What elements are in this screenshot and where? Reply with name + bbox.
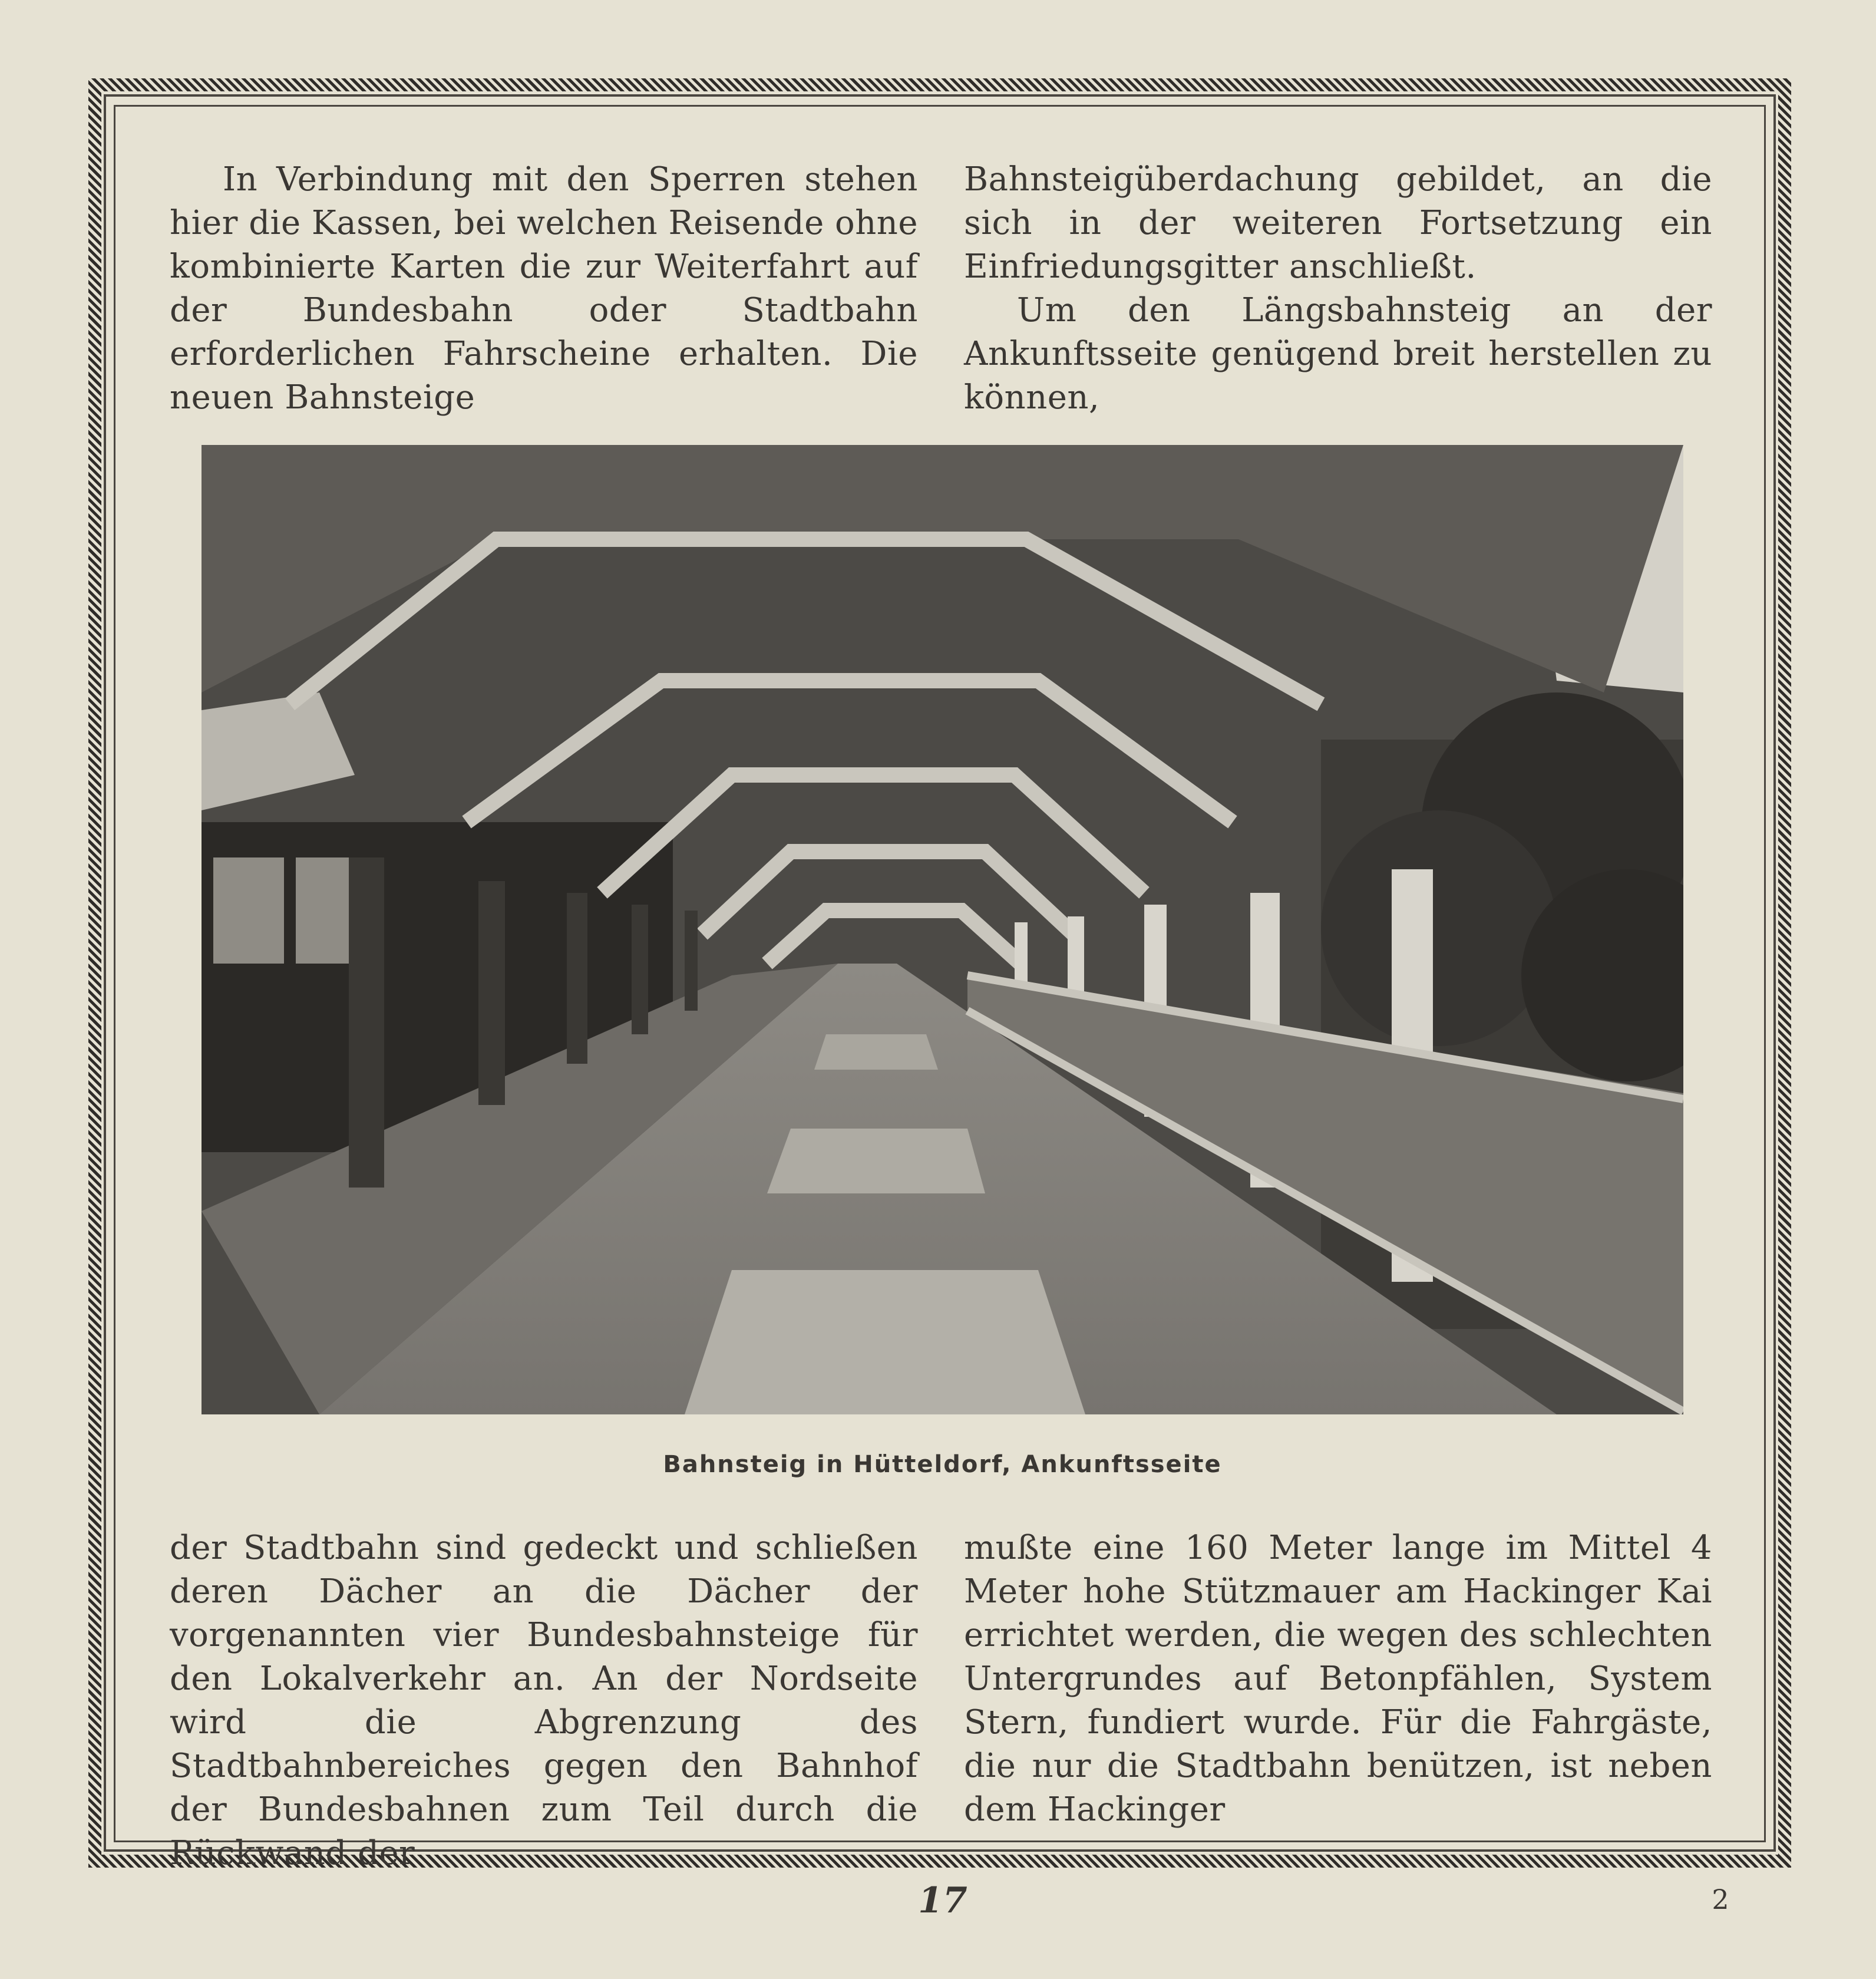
paragraph: Bahnsteigüberdachung gebildet, an die sich in der weiteren Fortsetzung ein Einfriedungsgitter anschließt. [964, 160, 1712, 286]
page-number: 17 [918, 1880, 967, 1921]
paragraph: In Verbindung mit den Sperren stehen hier die Kassen, bei welchen Reisende ohne kombinierte Karten die zur Weiterfahrt auf der Bundesbahn oder Stadtbahn erforderlichen Fahrscheine erhalten. Die neuen Bahnsteige [170, 160, 918, 417]
paragraph: der Stadtbahn sind gedeckt und schließen deren Dächer an die Dächer der vorgenannten vier Bundesbahnsteige für den Lokalverkehr an. An der Nordseite wird die Abgrenzung des Stadtbahnbereiches gegen den Bahnhof der Bundesbahnen zum Teil durch die Rückwand der [170, 1529, 918, 1872]
photo-illustration [202, 445, 1683, 1414]
platform-photo [202, 445, 1683, 1414]
photo-caption: Bahnsteig in Hütteldorf, Ankunftsseite [663, 1451, 1222, 1478]
text-column-bottom-right [964, 1526, 1712, 1832]
text-column-top-left [170, 158, 918, 420]
text-column-bottom-left [170, 1526, 918, 1875]
text-column-top-right [964, 158, 1712, 420]
sheet-number: 2 [1712, 1884, 1729, 1915]
paragraph: mußte eine 160 Meter lange im Mittel 4 Meter hohe Stützmauer am Hackinger Kai errichtet werden, die wegen des schlechten Untergrundes auf Betonpfählen, System Stern, fundiert wurde. Für die Fahrgäste, die nur die Stadtbahn benützen, ist neben dem Hackinger [964, 1529, 1712, 1829]
paragraph: Um den Längsbahnsteig an der Ankunftsseite genügend breit herstellen zu können, [964, 291, 1712, 417]
